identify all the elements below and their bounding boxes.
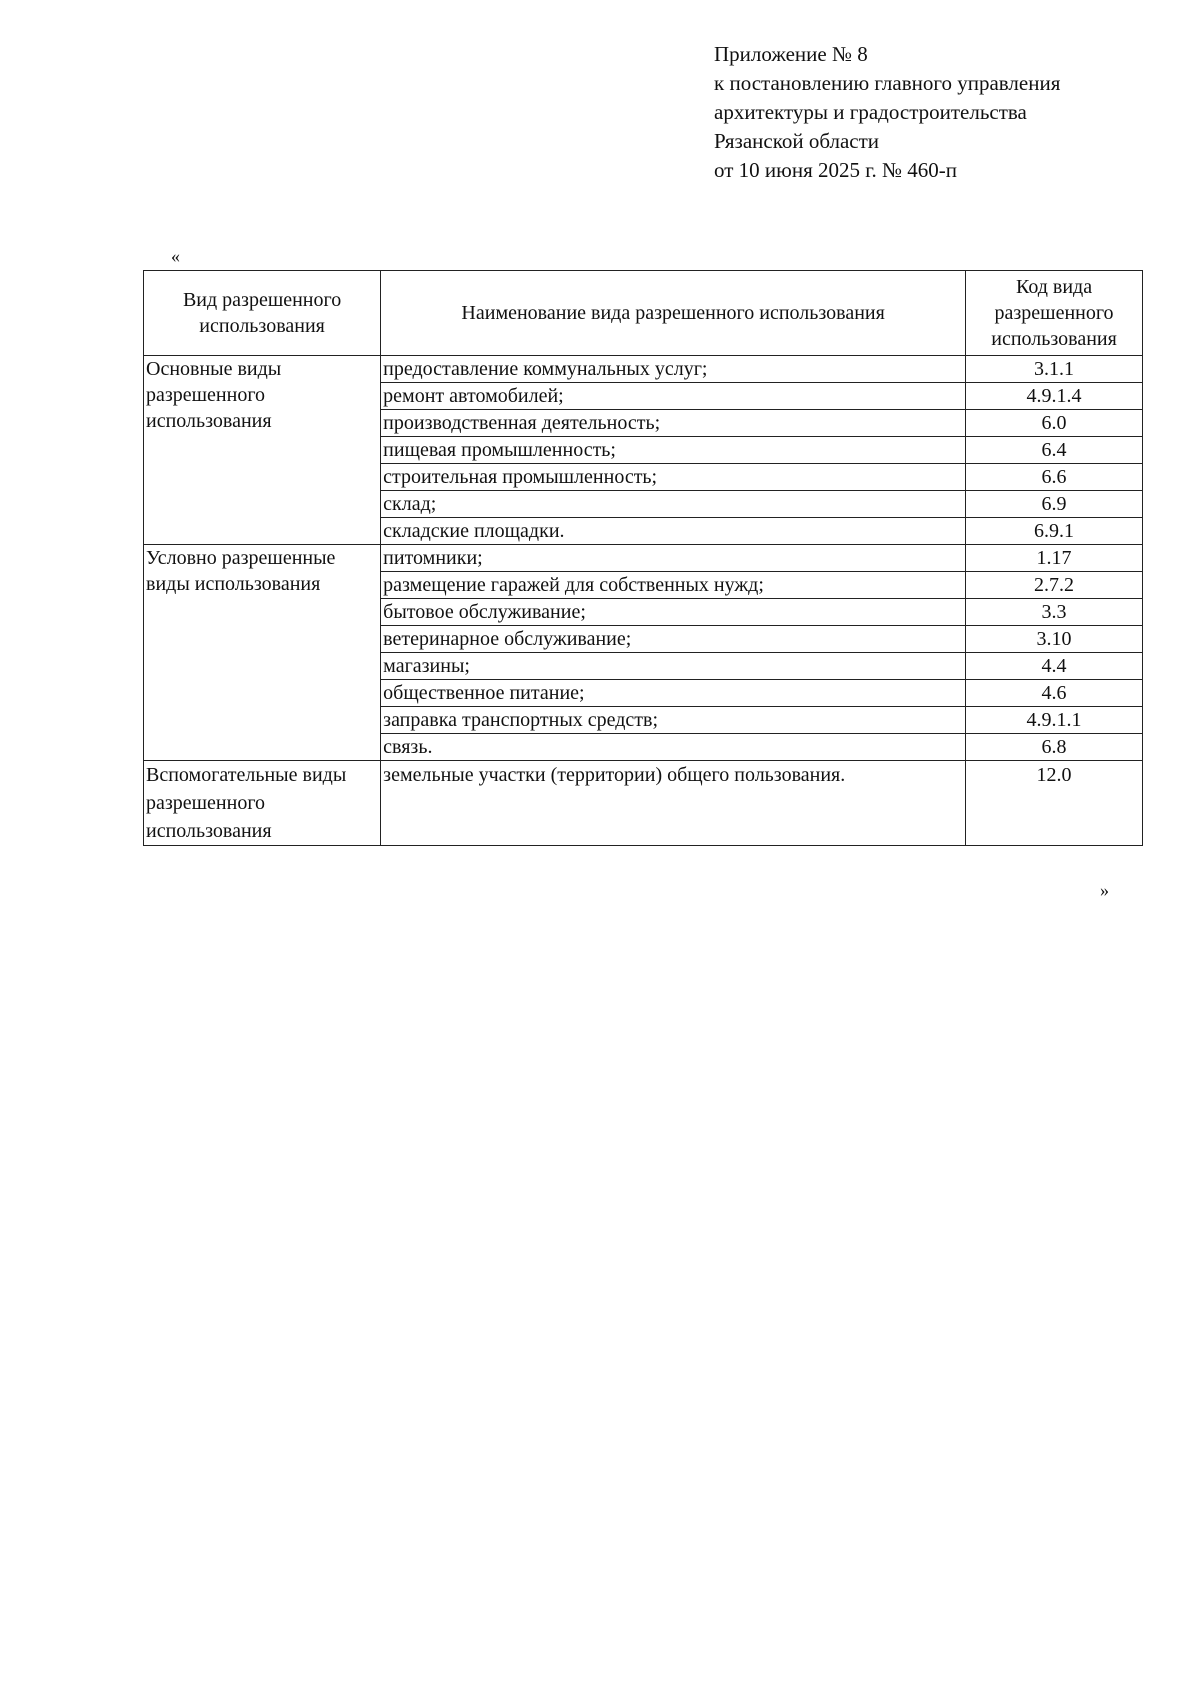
region-name: Рязанской области xyxy=(714,129,880,153)
table-header-row xyxy=(144,271,1143,356)
use-code-cell: 3.10 xyxy=(966,626,1143,653)
use-code-cell: 6.9 xyxy=(966,491,1143,518)
table-row xyxy=(144,761,1143,846)
use-name-cell: земельные участки (территории) общего пользования. xyxy=(381,761,966,846)
table-body xyxy=(144,356,1143,846)
group-label-auxiliary: Вспомогательные виды разрешенного использования xyxy=(144,761,381,846)
use-name-cell: ветеринарное обслуживание; xyxy=(381,626,966,653)
issuing-department: архитектуры и градостроительства xyxy=(714,100,1027,124)
use-name-cell: размещение гаражей для собственных нужд; xyxy=(381,572,966,599)
group-label-conditional: Условно разрешенные виды использования xyxy=(144,545,381,761)
use-code-cell: 6.0 xyxy=(966,410,1143,437)
table-row xyxy=(144,545,1143,572)
use-name-cell: пищевая промышленность; xyxy=(381,437,966,464)
table-row xyxy=(144,356,1143,383)
use-name-cell: строительная промышленность; xyxy=(381,464,966,491)
use-name-cell: связь. xyxy=(381,734,966,761)
use-name-cell: питомники; xyxy=(381,545,966,572)
use-code-cell: 4.9.1.1 xyxy=(966,707,1143,734)
use-code-cell: 1.17 xyxy=(966,545,1143,572)
use-code-cell: 3.3 xyxy=(966,599,1143,626)
appendix-number: Приложение № 8 xyxy=(714,42,868,66)
use-name-cell: общественное питание; xyxy=(381,680,966,707)
use-code-cell: 6.4 xyxy=(966,437,1143,464)
use-code-cell: 4.6 xyxy=(966,680,1143,707)
use-name-cell: ремонт автомобилей; xyxy=(381,383,966,410)
use-name-cell: производственная деятельность; xyxy=(381,410,966,437)
use-name-cell: складские площадки. xyxy=(381,518,966,545)
use-code-cell: 12.0 xyxy=(966,761,1143,846)
use-name-cell: бытовое обслуживание; xyxy=(381,599,966,626)
use-name-cell: склад; xyxy=(381,491,966,518)
use-code-cell: 3.1.1 xyxy=(966,356,1143,383)
resolution-reference: к постановлению главного управления xyxy=(714,71,1061,95)
header-use-code: Код вида разрешенного использования xyxy=(966,271,1143,356)
use-name-cell: заправка транспортных средств; xyxy=(381,707,966,734)
header-use-name: Наименование вида разрешенного использования xyxy=(381,271,966,356)
use-code-cell: 4.9.1.4 xyxy=(966,383,1143,410)
use-code-cell: 2.7.2 xyxy=(966,572,1143,599)
use-code-cell: 6.6 xyxy=(966,464,1143,491)
use-code-cell: 6.8 xyxy=(966,734,1143,761)
land-use-table xyxy=(143,270,1143,846)
group-label-main: Основные виды разрешенного использования xyxy=(144,356,381,545)
closing-quote: » xyxy=(1100,880,1109,900)
opening-quote: « xyxy=(171,246,180,266)
use-code-cell: 6.9.1 xyxy=(966,518,1143,545)
document-header xyxy=(714,40,1060,185)
resolution-date-number: от 10 июня 2025 г. № 460-п xyxy=(714,158,957,182)
use-code-cell: 4.4 xyxy=(966,653,1143,680)
header-use-type: Вид разрешенного использования xyxy=(144,271,381,356)
use-name-cell: предоставление коммунальных услуг; xyxy=(381,356,966,383)
use-name-cell: магазины; xyxy=(381,653,966,680)
